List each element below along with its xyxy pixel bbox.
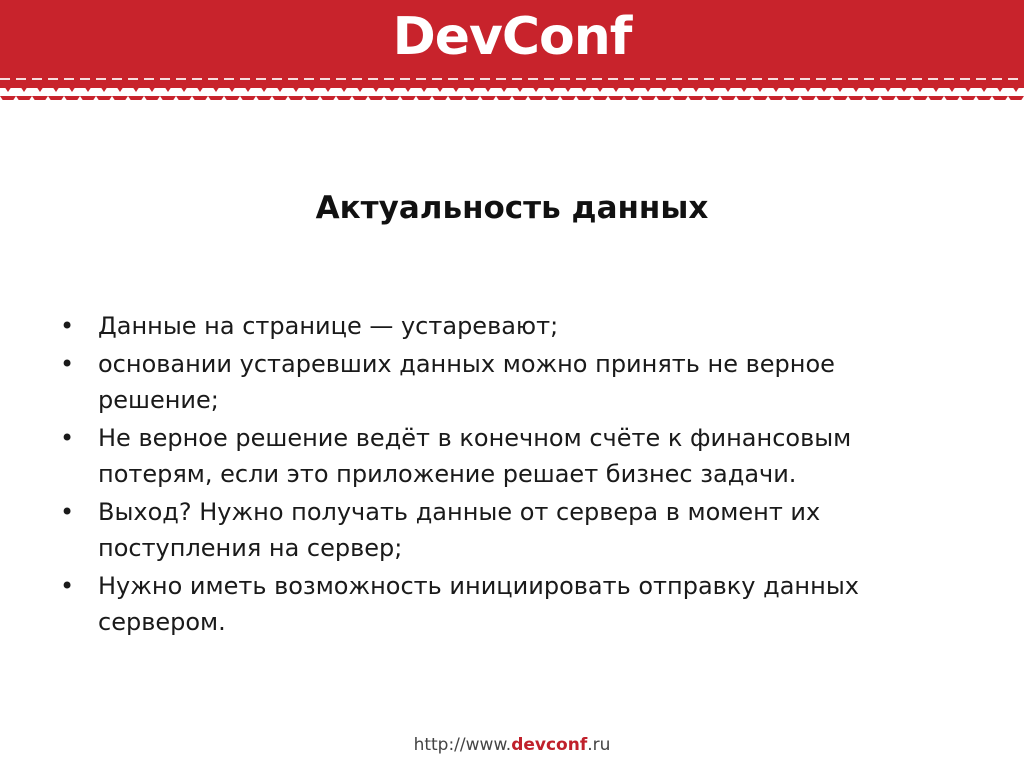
footer-url-prefix: http://www.: [413, 735, 512, 755]
bullet-icon: •: [60, 572, 75, 600]
header-band: [0, 0, 1024, 100]
bullet-icon: •: [60, 312, 75, 340]
bullet-text: Данные на странице — устаревают;: [98, 312, 559, 340]
bullet-list: [60, 308, 940, 642]
footer-url-domain: devconf: [511, 735, 588, 755]
bullet-item: [60, 346, 940, 418]
bullet-item: [60, 494, 940, 566]
bullet-text: Выход? Нужно получать данные от сервера в момент их поступления на сервер;: [98, 498, 821, 562]
footer-url-suffix: .ru: [587, 735, 611, 755]
devconf-logo: DevConf: [392, 7, 632, 67]
bullet-icon: •: [60, 350, 75, 378]
bullet-text: Не верное решение ведёт в конечном счёте к финансовым потерям, если это приложение решает бизнес задачи.: [98, 424, 852, 488]
bullet-icon: •: [60, 498, 75, 526]
bullet-item: [60, 420, 940, 492]
bullet-text: Нужно иметь возможность инициировать отправку данных сервером.: [98, 572, 859, 636]
footer-url-link[interactable]: [0, 733, 1024, 757]
bullet-text: основании устаревших данных можно принять не верное решение;: [98, 350, 835, 414]
bullet-icon: •: [60, 424, 75, 452]
bullet-item: [60, 308, 940, 344]
bullet-item: [60, 568, 940, 640]
slide-title: Актуальность данных: [315, 190, 709, 226]
